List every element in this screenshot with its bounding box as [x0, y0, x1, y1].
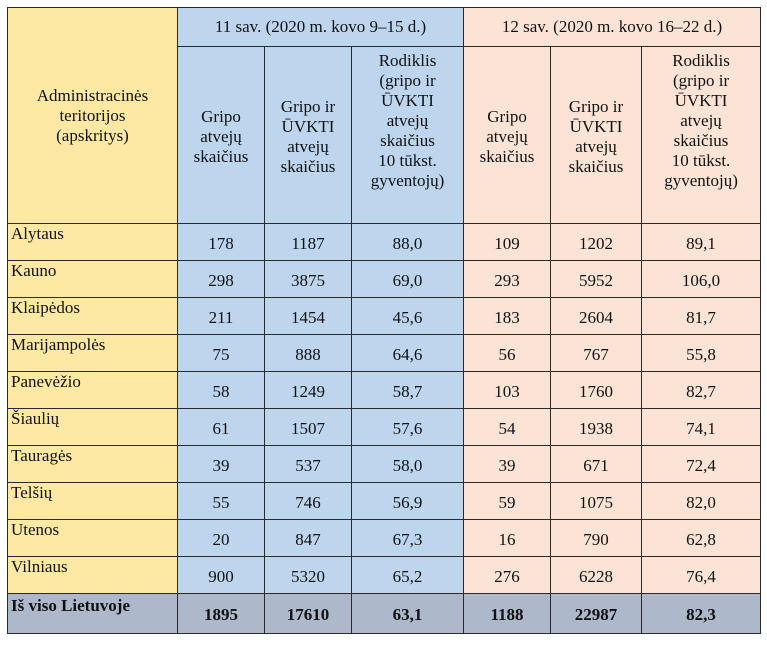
w12-flu-cases-cell: 56: [464, 335, 551, 372]
w12-flu-ari-cases-cell: 5952: [551, 261, 642, 298]
w11-flu-ari-cases-cell: 888: [265, 335, 352, 372]
w11-flu-cases-cell: 20: [178, 520, 265, 557]
region-name: Vilniaus: [8, 557, 178, 594]
table-row: [8, 483, 761, 520]
w12-flu-ari-cases-cell: 1760: [551, 372, 642, 409]
w12-rate-cell: 62,8: [642, 520, 761, 557]
w11-flu-cases-cell: 75: [178, 335, 265, 372]
region-header: Administracinės teritorijos (apskritys): [8, 8, 178, 224]
w11-flu-ari-cases-cell: 537: [265, 446, 352, 483]
w12-flu-ari-cases-cell: 671: [551, 446, 642, 483]
region-name: Telšių: [8, 483, 178, 520]
w11-rate-cell: 69,0: [352, 261, 464, 298]
w12-rate-cell: 82,3: [642, 594, 761, 634]
table-row: [8, 446, 761, 483]
w11-flu-ari-cases-cell: 3875: [265, 261, 352, 298]
table-row: [8, 372, 761, 409]
influenza-table: [7, 7, 761, 634]
w12-flu-ari-cases-cell: 1202: [551, 224, 642, 261]
w12-flu-ari-cases-cell: 22987: [551, 594, 642, 634]
table-row: [8, 557, 761, 594]
w12-flu-ari-cases-header: Gripo ir ŪVKTI atvejų skaičius: [551, 47, 642, 224]
table-row: [8, 520, 761, 557]
w11-flu-ari-cases-cell: 5320: [265, 557, 352, 594]
region-name: Iš viso Lietuvoje: [8, 594, 178, 634]
w12-flu-cases-cell: 293: [464, 261, 551, 298]
region-name: Šiaulių: [8, 409, 178, 446]
w11-rate-cell: 57,6: [352, 409, 464, 446]
table-row: [8, 298, 761, 335]
w11-rate-cell: 65,2: [352, 557, 464, 594]
w11-flu-cases-cell: 39: [178, 446, 265, 483]
table-row: [8, 224, 761, 261]
w12-flu-ari-cases-cell: 790: [551, 520, 642, 557]
w12-rate-cell: 82,7: [642, 372, 761, 409]
region-name: Panevėžio: [8, 372, 178, 409]
w12-rate-cell: 72,4: [642, 446, 761, 483]
week11-header: 11 sav. (2020 m. kovo 9–15 d.): [178, 8, 464, 47]
w11-flu-ari-cases-cell: 746: [265, 483, 352, 520]
w12-flu-cases-cell: 39: [464, 446, 551, 483]
w11-flu-ari-cases-cell: 1454: [265, 298, 352, 335]
w12-rate-cell: 89,1: [642, 224, 761, 261]
w11-rate-cell: 58,0: [352, 446, 464, 483]
w11-flu-ari-cases-header: Gripo ir ŪVKTI atvejų skaičius: [265, 47, 352, 224]
region-name: Klaipėdos: [8, 298, 178, 335]
w12-rate-cell: 81,7: [642, 298, 761, 335]
w11-flu-ari-cases-cell: 1187: [265, 224, 352, 261]
w11-rate-cell: 88,0: [352, 224, 464, 261]
w12-rate-cell: 106,0: [642, 261, 761, 298]
region-name: Alytaus: [8, 224, 178, 261]
region-name: Utenos: [8, 520, 178, 557]
w11-flu-cases-header: Gripo atvejų skaičius: [178, 47, 265, 224]
w12-flu-cases-header: Gripo atvejų skaičius: [464, 47, 551, 224]
w12-flu-cases-cell: 103: [464, 372, 551, 409]
w11-flu-cases-cell: 55: [178, 483, 265, 520]
w11-rate-cell: 67,3: [352, 520, 464, 557]
w12-flu-cases-cell: 59: [464, 483, 551, 520]
w12-flu-ari-cases-cell: 2604: [551, 298, 642, 335]
w12-flu-cases-cell: 183: [464, 298, 551, 335]
w12-flu-ari-cases-cell: 6228: [551, 557, 642, 594]
week12-header: 12 sav. (2020 m. kovo 16–22 d.): [464, 8, 761, 47]
w11-flu-cases-cell: 211: [178, 298, 265, 335]
w11-rate-cell: 63,1: [352, 594, 464, 634]
table-row: [8, 335, 761, 372]
w11-rate-header: Rodiklis (gripo ir ŪVKTI atvejų skaičius 10 tūkst. gyventojų): [352, 47, 464, 224]
w12-flu-ari-cases-cell: 1938: [551, 409, 642, 446]
w12-flu-ari-cases-cell: 767: [551, 335, 642, 372]
w12-flu-ari-cases-cell: 1075: [551, 483, 642, 520]
table-row: [8, 261, 761, 298]
w12-flu-cases-cell: 54: [464, 409, 551, 446]
w11-flu-cases-cell: 1895: [178, 594, 265, 634]
w12-rate-cell: 55,8: [642, 335, 761, 372]
w11-rate-cell: 56,9: [352, 483, 464, 520]
region-name: Kauno: [8, 261, 178, 298]
w12-rate-cell: 82,0: [642, 483, 761, 520]
w11-flu-cases-cell: 61: [178, 409, 265, 446]
w11-flu-ari-cases-cell: 847: [265, 520, 352, 557]
w11-rate-cell: 58,7: [352, 372, 464, 409]
w11-rate-cell: 64,6: [352, 335, 464, 372]
w11-flu-cases-cell: 900: [178, 557, 265, 594]
w11-flu-ari-cases-cell: 17610: [265, 594, 352, 634]
w12-rate-cell: 74,1: [642, 409, 761, 446]
region-name: Tauragės: [8, 446, 178, 483]
w12-rate-cell: 76,4: [642, 557, 761, 594]
header-week-row: [8, 8, 761, 47]
w12-flu-cases-cell: 109: [464, 224, 551, 261]
w11-flu-cases-cell: 298: [178, 261, 265, 298]
region-name: Marijampolės: [8, 335, 178, 372]
table-row: [8, 409, 761, 446]
w11-flu-ari-cases-cell: 1249: [265, 372, 352, 409]
w11-flu-cases-cell: 58: [178, 372, 265, 409]
w12-flu-cases-cell: 276: [464, 557, 551, 594]
w11-flu-cases-cell: 178: [178, 224, 265, 261]
total-row: [8, 594, 761, 634]
w11-rate-cell: 45,6: [352, 298, 464, 335]
w12-rate-header: Rodiklis (gripo ir ŪVKTI atvejų skaičius 10 tūkst. gyventojų): [642, 47, 761, 224]
w11-flu-ari-cases-cell: 1507: [265, 409, 352, 446]
w12-flu-cases-cell: 1188: [464, 594, 551, 634]
w12-flu-cases-cell: 16: [464, 520, 551, 557]
